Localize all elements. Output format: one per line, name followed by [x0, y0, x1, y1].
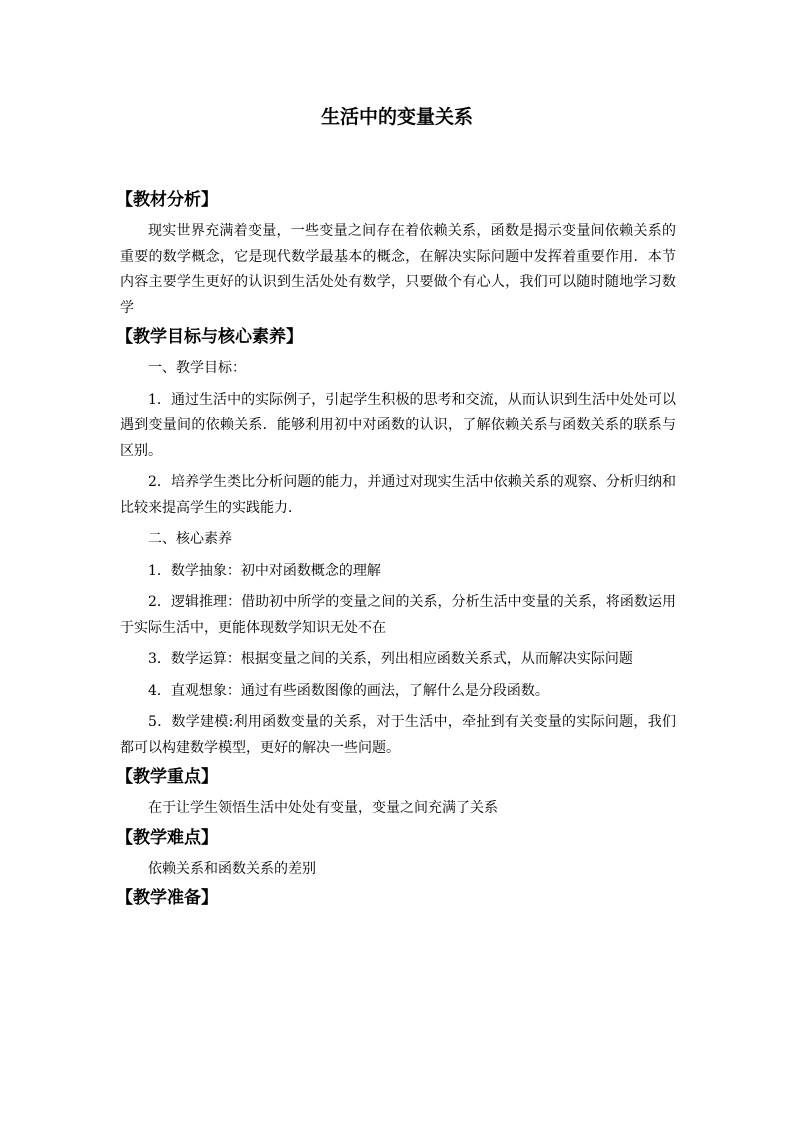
analysis-paragraph: 现实世界充满着变量，一些变量之间存在着依赖关系，函数是揭示变量间依赖关系的重要的数学概念，它是现代数学最基本的概念，在解决实际问题中发挥着重要作用．本节内容主要学生更好的认识到生活处处有数学，只要做个有心人，我们可以随时随地学习数学 — [120, 223, 676, 316]
competency-item-3: 3．数学运算：根据变量之间的关系，列出相应函数关系式，从而解决实际问题 — [148, 651, 633, 667]
objective-item-1: 1．通过生活中的实际例子，引起学生积极的思考和交流，从而认识到生活中处处可以遇到变量间的依赖关系．能够利用初中对函数的认识，了解依赖关系与函数关系的联系与区别。 — [120, 391, 676, 459]
competency-item-4: 4．直观想象：通过有些函数图像的画法，了解什么是分段函数。 — [148, 682, 549, 699]
goals-subheading-competencies: 二、核心素养 — [148, 531, 232, 547]
page-title: 生活中的变量关系 — [320, 106, 473, 128]
goals-subheading-objectives: 一、教学目标： — [148, 360, 246, 376]
section-heading-key-points: 【教学重点】 — [116, 767, 218, 787]
difficulty-paragraph: 依赖关系和函数关系的差别 — [148, 860, 316, 877]
section-heading-goals: 【教学目标与核心素养】 — [116, 327, 303, 347]
document-body — [116, 188, 676, 917]
section-heading-preparation: 【教学准备】 — [116, 888, 218, 908]
section-heading-analysis: 【教材分析】 — [116, 190, 218, 210]
competency-item-1: 1．数学抽象：初中对函数概念的理解 — [148, 562, 381, 579]
competency-item-2: 2．逻辑推理：借助初中所学的变量之间的关系，分析生活中变量的关系，将函数运用于实际生活中，更能体现数学知识无处不在 — [120, 594, 676, 636]
objective-item-2: 2．培养学生类比分析问题的能力，并通过对现实生活中依赖关系的观察、分析归纳和比较来提高学生的实践能力． — [120, 474, 676, 516]
section-heading-difficulty: 【教学难点】 — [116, 827, 218, 848]
key-points-paragraph: 在于让学生领悟生活中处处有变量，变量之间充满了关系 — [148, 800, 498, 816]
competency-item-5: 5．数学建模:利用函数变量的关系，对于生活中，牵扯到有关变量的实际问题，我们都可以构建数学模型，更好的解决一些问题。 — [120, 714, 676, 756]
